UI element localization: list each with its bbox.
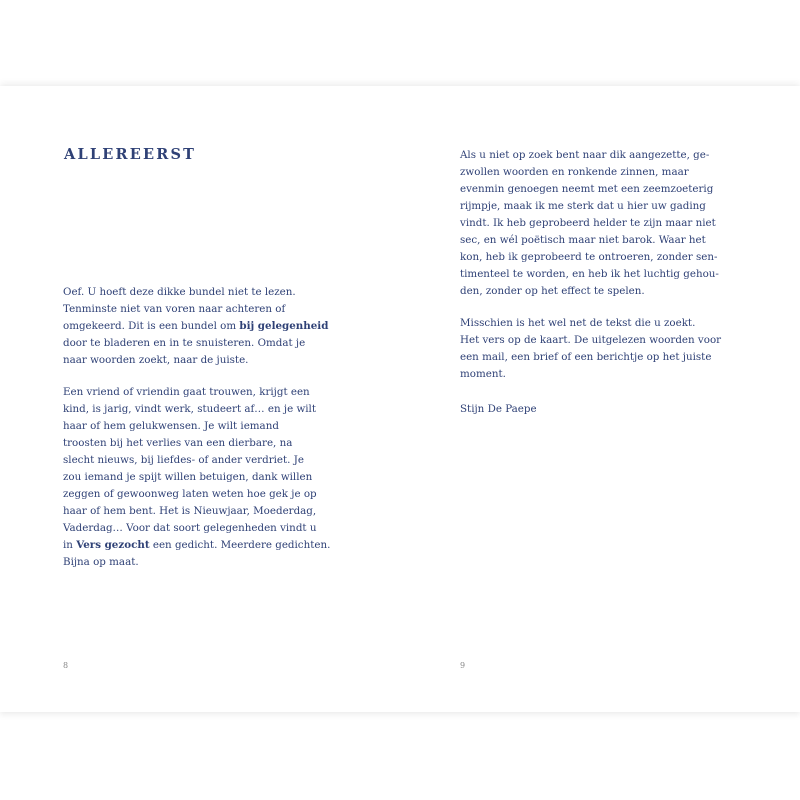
text-line: vindt. Ik heb geprobeerd helder te zijn maar niet [460,217,716,229]
intro-paragraph [63,284,328,369]
text-segment: een gedicht. Meerdere gedichten. [149,539,331,551]
text-line: moment. [460,368,506,380]
text-line: door te bladeren en in te snuisteren. Omdat je [63,337,306,349]
text-line: naar woorden zoekt, naar de juiste. [63,354,249,366]
text-line: zwollen woorden en ronkende zinnen, maar [460,166,689,178]
text-line: kon, heb ik geprobeerd te ontroeren, zonder sen- [460,251,718,263]
text-line: rijmpje, maak ik me sterk dat u hier uw gading [460,200,706,212]
text-segment: omgekeerd. Dit is een bundel om [63,320,240,332]
emphasis-text: bij gelegenheid [239,320,329,332]
author-signature: Stijn De Paepe [460,403,537,415]
style-paragraph [460,147,719,300]
text-line: Als u niet op zoek bent naar dik aangezette, ge- [460,149,710,161]
text-line: troosten bij het verlies van een dierbare, na [63,437,293,449]
occasions-paragraph [63,384,330,571]
text-line: Bijna op maat. [63,556,139,568]
text-line: Tenminste niet van voren naar achteren of [63,303,286,315]
text-line: timenteel te worden, en heb ik het luchtig gehou- [460,268,719,280]
text-line: kind, is jarig, vindt werk, studeert af… en je wilt [63,403,316,415]
right-page [400,86,800,712]
page-number: 8 [63,661,69,670]
text-line: zou iemand je spijt willen betuigen, dank willen [63,471,313,483]
text-line: haar of hem gelukwensen. Je wilt iemand [63,420,279,432]
page-number: 9 [460,661,466,670]
text-line: een mail, een brief of een berichtje op het juiste [460,351,712,363]
left-page [0,86,400,712]
text-line: slecht nieuws, bij liefdes- of ander verdriet. Je [63,454,304,466]
text-line: den, zonder op het effect te spelen. [460,285,645,297]
book-title-emphasis: Vers gezocht [76,539,150,551]
text-line: Oef. U hoeft deze dikke bundel niet te lezen. [63,286,296,298]
text-line: zeggen of gewoonweg laten weten hoe gek je op [63,488,317,500]
text-segment: in [63,539,77,551]
text-line: sec, en wél poëtisch maar niet barok. Waar het [460,234,706,246]
text-line: Het vers op de kaart. De uitgelezen woorden voor [460,334,722,346]
text-line: evenmin genoegen neemt met een zeemzoeterig [460,183,714,195]
text-line: haar of hem bent. Het is Nieuwjaar, Moederdag, [63,505,317,517]
text-line [63,537,330,554]
text-line: Een vriend of vriendin gaat trouwen, krijgt een [63,386,310,398]
text-line [63,318,328,335]
book-spread [0,86,800,712]
closing-paragraph [460,315,721,383]
text-line: Misschien is het wel net de tekst die u zoekt. [460,317,696,329]
text-line: Vaderdag… Voor dat soort gelegenheden vindt u [63,522,317,534]
chapter-heading: ALLEREERST [64,146,197,163]
